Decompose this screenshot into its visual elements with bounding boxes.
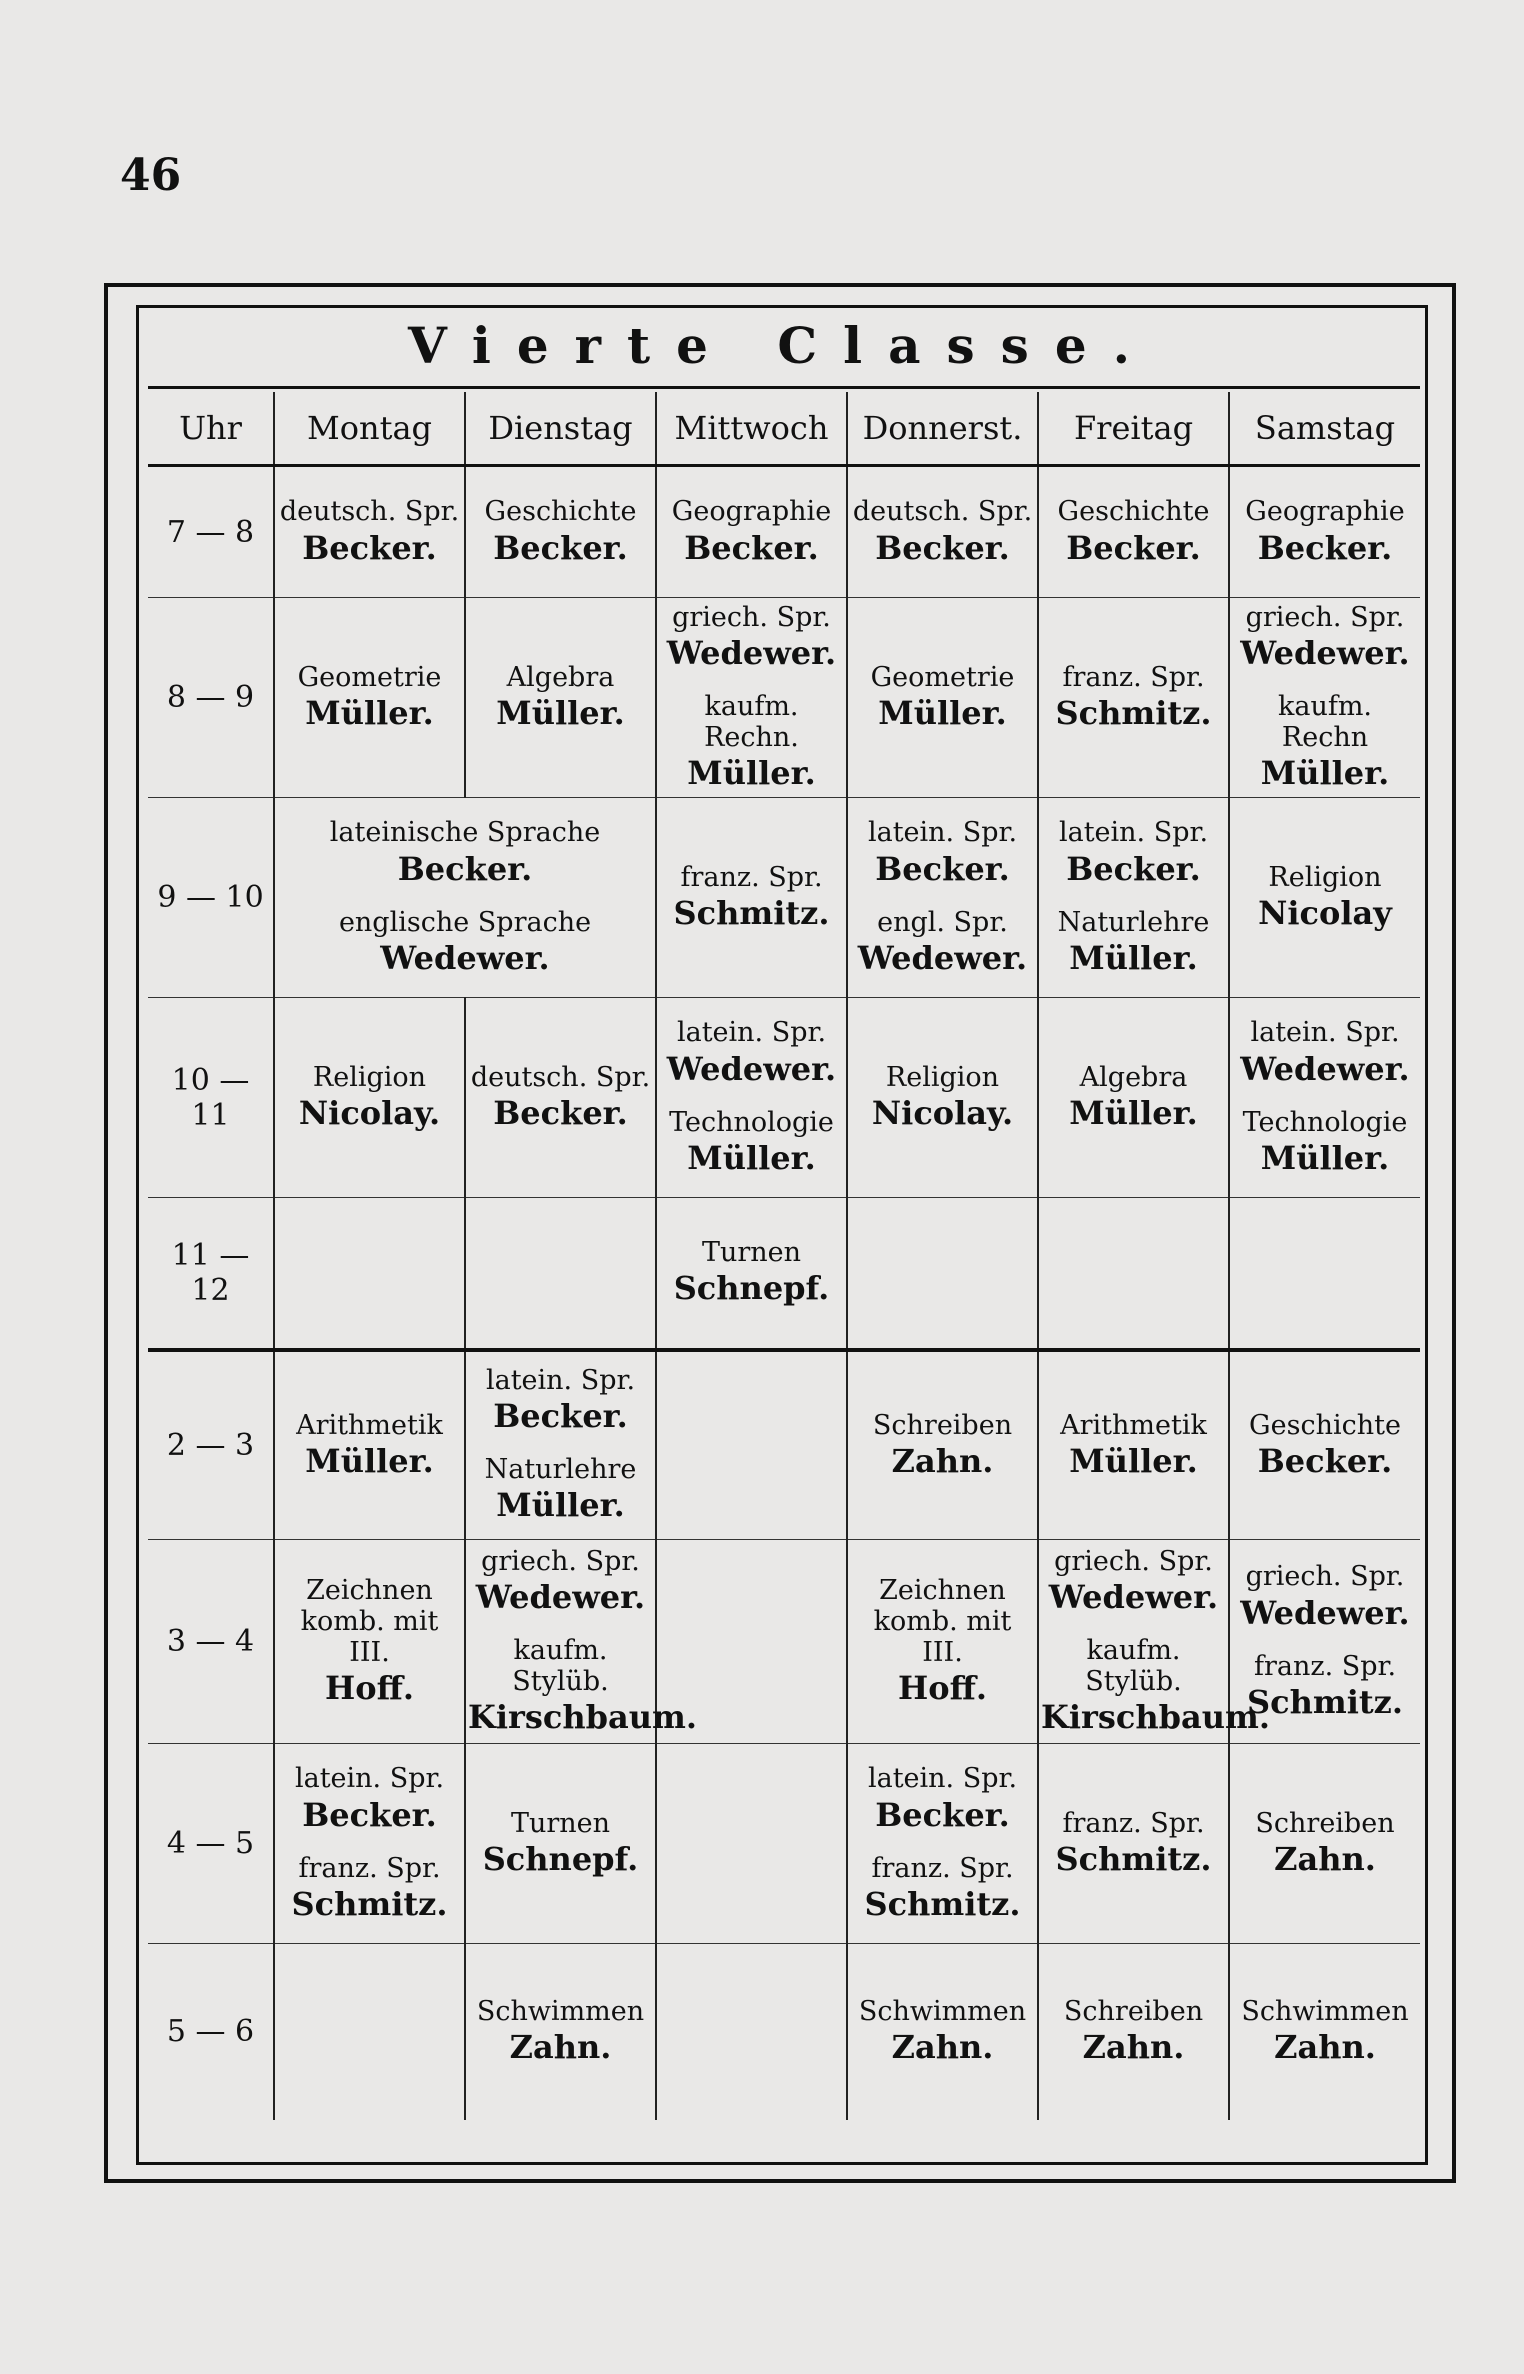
teacher-name: Becker.	[875, 1795, 1010, 1834]
subject-label: kaufm. Rechn	[1277, 690, 1373, 754]
lesson-cell	[656, 598, 847, 798]
subject-label: griech. Spr.	[672, 601, 831, 633]
hour-cell: 9 — 10	[148, 798, 274, 998]
col-header-wednesday: Mittwoch	[656, 392, 847, 466]
col-header-monday: Montag	[274, 392, 465, 466]
lesson-cell	[465, 1350, 656, 1540]
entry-gap	[468, 1617, 653, 1635]
hour-cell: 3 — 4	[148, 1540, 274, 1744]
entry-gap	[1041, 1617, 1226, 1635]
teacher-name: Wedewer.	[1240, 1593, 1410, 1632]
subject-label: kaufm. Rechn.	[704, 690, 799, 754]
subject-label: latein. Spr.	[867, 817, 1018, 849]
subject-label: franz. Spr.	[1253, 1650, 1397, 1682]
teacher-name: Becker.	[302, 528, 437, 567]
subject-label: englische Sprache	[338, 906, 592, 938]
entry-gap	[1041, 889, 1226, 907]
teacher-name: Nicolay	[1258, 894, 1392, 933]
teacher-name: Müller.	[305, 1441, 434, 1480]
lesson-cell	[1229, 998, 1420, 1198]
lesson-cell	[656, 466, 847, 598]
teacher-name: Müller.	[305, 694, 434, 733]
subject-note: komb. mit III.	[300, 1605, 439, 1669]
col-header-hour: Uhr	[148, 392, 274, 466]
subject-label: griech. Spr.	[1054, 1545, 1213, 1577]
subject-label: deutsch. Spr.	[279, 496, 460, 528]
hour-cell: 11 — 12	[148, 1198, 274, 1350]
teacher-name: Wedewer.	[1240, 633, 1410, 672]
schedule-row	[148, 998, 1420, 1198]
lesson-cell	[1038, 1350, 1229, 1540]
subject-label: Zeichnen	[879, 1574, 1006, 1606]
teacher-name: Nicolay.	[871, 1094, 1014, 1133]
teacher-name: Müller.	[1069, 1441, 1198, 1480]
hour-cell: 5 — 6	[148, 1944, 274, 2120]
teacher-name: Becker.	[1257, 528, 1393, 567]
subject-label: Schwimmen	[1241, 1996, 1409, 2028]
entry-gap	[850, 1835, 1035, 1853]
subject-label: franz. Spr.	[1062, 1807, 1205, 1839]
entry-gap	[277, 889, 653, 907]
subject-label: Schreiben	[1063, 1996, 1204, 2028]
subject-label: Geometrie	[870, 661, 1015, 693]
teacher-name: Schmitz.	[864, 1884, 1021, 1923]
subject-label: franz. Spr.	[680, 861, 823, 893]
title-rule	[148, 386, 1420, 389]
entry-gap	[659, 673, 844, 691]
teacher-name: Becker.	[493, 528, 628, 567]
schedule-row	[148, 1350, 1420, 1540]
teacher-name: Wedewer.	[1048, 1577, 1219, 1616]
lesson-cell	[1229, 466, 1420, 598]
teacher-name: Zahn.	[891, 2028, 994, 2067]
teacher-name: Becker.	[875, 849, 1010, 888]
lesson-cell	[274, 1744, 465, 1944]
subject-label: lateinische Sprache	[329, 817, 601, 849]
subject-label: deutsch. Spr.	[852, 496, 1033, 528]
subject-label: latein. Spr.	[867, 1763, 1018, 1795]
subject-label: latein. Spr.	[676, 1017, 827, 1049]
page-number: 46	[120, 150, 182, 201]
lesson-cell	[274, 1944, 465, 2120]
subject-label: Geometrie	[297, 661, 442, 693]
teacher-name: Becker.	[684, 528, 819, 567]
hour-cell: 7 — 8	[148, 466, 274, 598]
lesson-cell	[1038, 466, 1229, 598]
lesson-cell	[656, 1350, 847, 1540]
teacher-name: Wedewer.	[666, 633, 837, 672]
lesson-cell	[1038, 798, 1229, 998]
lesson-cell	[656, 998, 847, 1198]
subject-label: Naturlehre	[1057, 906, 1210, 938]
teacher-name: Schnepf.	[482, 1840, 639, 1879]
teacher-name: Müller.	[1260, 754, 1390, 793]
teacher-name: Zahn.	[1274, 1840, 1376, 1879]
lesson-cell	[656, 1744, 847, 1944]
schedule-row	[148, 1540, 1420, 1744]
lesson-cell	[1038, 1944, 1229, 2120]
lesson-cell	[274, 1198, 465, 1350]
subject-label: Geographie	[1245, 496, 1405, 528]
hour-cell: 2 — 3	[148, 1350, 274, 1540]
schedule-row	[148, 1944, 1420, 2120]
entry-gap	[659, 1089, 844, 1107]
teacher-name: Schmitz.	[1055, 1840, 1212, 1879]
subject-label: latein. Spr.	[1058, 817, 1209, 849]
col-header-saturday: Samstag	[1229, 392, 1420, 466]
lesson-cell	[1038, 1744, 1229, 1944]
subject-label: franz. Spr.	[871, 1852, 1014, 1884]
lesson-cell	[847, 1944, 1038, 2120]
lesson-cell	[274, 466, 465, 598]
lesson-cell	[847, 798, 1038, 998]
subject-label: Geschichte	[1057, 496, 1210, 528]
lesson-cell	[274, 798, 656, 998]
entry-gap	[468, 1436, 653, 1454]
teacher-name: Becker.	[1257, 1441, 1393, 1480]
lesson-cell	[847, 598, 1038, 798]
hour-cell: 4 — 5	[148, 1744, 274, 1944]
teacher-name: Wedewer.	[475, 1577, 646, 1616]
lesson-cell	[465, 1198, 656, 1350]
teacher-name: Müller.	[687, 1138, 816, 1177]
teacher-name: Becker.	[493, 1397, 628, 1436]
lesson-cell	[656, 1944, 847, 2120]
schedule-row	[148, 1198, 1420, 1350]
teacher-name: Zahn.	[509, 2028, 612, 2067]
lesson-cell	[1229, 1744, 1420, 1944]
teacher-name: Wedewer.	[380, 938, 550, 977]
subject-label: Geschichte	[1249, 1409, 1401, 1441]
lesson-cell	[465, 1744, 656, 1944]
teacher-name: Kirschbaum.	[468, 1698, 697, 1737]
entry-gap	[1232, 673, 1418, 691]
teacher-name: Wedewer.	[666, 1049, 837, 1088]
subject-label: Arithmetik	[1060, 1409, 1207, 1441]
lesson-cell	[1038, 998, 1229, 1198]
hour-cell: 8 — 9	[148, 598, 274, 798]
teacher-name: Becker.	[875, 528, 1010, 567]
schedule-row	[148, 798, 1420, 998]
schedule-row	[148, 1744, 1420, 1944]
hour-cell: 10 — 11	[148, 998, 274, 1198]
lesson-cell	[847, 1744, 1038, 1944]
entry-gap	[277, 1835, 462, 1853]
lesson-cell	[847, 1540, 1038, 1744]
lesson-cell	[1038, 598, 1229, 798]
subject-label: Technologie	[1242, 1106, 1408, 1138]
teacher-name: Becker.	[302, 1795, 437, 1834]
subject-label: Geographie	[671, 496, 832, 528]
lesson-cell	[1229, 798, 1420, 998]
subject-label: Religion	[885, 1061, 1000, 1093]
lesson-cell	[465, 1944, 656, 2120]
lesson-cell	[1229, 1540, 1420, 1744]
subject-label: engl. Spr.	[877, 906, 1008, 938]
subject-label: Algebra	[506, 661, 615, 693]
subject-label: griech. Spr.	[481, 1545, 640, 1577]
subject-label: franz. Spr.	[1062, 661, 1205, 693]
teacher-name: Becker.	[397, 849, 533, 888]
lesson-cell	[1038, 1198, 1229, 1350]
subject-label: latein. Spr.	[1250, 1017, 1400, 1049]
teacher-name: Becker.	[1066, 849, 1201, 888]
subject-label: latein. Spr.	[485, 1365, 636, 1397]
teacher-name: Schmitz.	[1247, 1682, 1403, 1721]
teacher-name: Hoff.	[898, 1669, 987, 1708]
entry-gap	[850, 889, 1035, 907]
subject-label: deutsch. Spr.	[470, 1061, 651, 1093]
teacher-name: Müller.	[1260, 1138, 1390, 1177]
schedule-row	[148, 598, 1420, 798]
subject-label: Arithmetik	[296, 1409, 443, 1441]
lesson-cell	[274, 598, 465, 798]
teacher-name: Zahn.	[1274, 2028, 1376, 2067]
teacher-name: Becker.	[493, 1094, 628, 1133]
entry-gap	[1232, 1089, 1418, 1107]
lesson-cell	[465, 466, 656, 598]
lesson-cell	[847, 1198, 1038, 1350]
teacher-name: Müller.	[496, 694, 625, 733]
header-row	[148, 392, 1420, 466]
teacher-name: Schnepf.	[673, 1269, 830, 1308]
subject-note: komb. mit III.	[873, 1605, 1012, 1669]
col-header-friday: Freitag	[1038, 392, 1229, 466]
subject-label: griech. Spr.	[1245, 601, 1405, 633]
subject-label: Geschichte	[484, 496, 637, 528]
subject-label: franz. Spr.	[298, 1852, 441, 1884]
subject-label: kaufm. Stylüb.	[1085, 1634, 1182, 1698]
subject-label: Technologie	[669, 1106, 834, 1138]
teacher-name: Schmitz.	[1055, 694, 1212, 733]
teacher-name: Müller.	[496, 1486, 625, 1525]
lesson-cell	[274, 1540, 465, 1744]
teacher-name: Schmitz.	[673, 894, 830, 933]
subject-label: griech. Spr.	[1245, 1561, 1405, 1593]
col-header-thursday: Donnerst.	[847, 392, 1038, 466]
subject-label: Schwimmen	[476, 1996, 645, 2028]
subject-label: Religion	[1268, 861, 1382, 893]
entry-gap	[1232, 1633, 1418, 1651]
teacher-name: Wedewer.	[857, 938, 1028, 977]
schedule-row	[148, 466, 1420, 598]
lesson-cell	[1229, 1944, 1420, 2120]
subject-label: kaufm. Stylüb.	[512, 1634, 609, 1698]
teacher-name: Becker.	[1066, 528, 1201, 567]
subject-label: Zeichnen	[306, 1574, 433, 1606]
col-header-tuesday: Dienstag	[465, 392, 656, 466]
teacher-name: Hoff.	[325, 1669, 414, 1708]
lesson-cell	[847, 998, 1038, 1198]
schedule-table	[148, 392, 1420, 2120]
subject-label: Naturlehre	[484, 1454, 637, 1486]
teacher-name: Müller.	[687, 754, 816, 793]
teacher-name: Müller.	[1069, 938, 1198, 977]
teacher-name: Müller.	[878, 694, 1007, 733]
teacher-name: Kirschbaum.	[1041, 1698, 1270, 1737]
teacher-name: Zahn.	[891, 1441, 994, 1480]
lesson-cell	[274, 998, 465, 1198]
lesson-cell	[847, 466, 1038, 598]
subject-label: Turnen	[701, 1237, 802, 1269]
subject-label: Schreiben	[872, 1409, 1013, 1441]
lesson-cell	[465, 998, 656, 1198]
lesson-cell	[1229, 1350, 1420, 1540]
lesson-cell	[465, 1540, 697, 1744]
lesson-cell	[1229, 1198, 1420, 1350]
subject-label: latein. Spr.	[294, 1763, 445, 1795]
teacher-name: Nicolay.	[298, 1094, 441, 1133]
teacher-name: Wedewer.	[1240, 1049, 1410, 1088]
lesson-cell	[847, 1350, 1038, 1540]
subject-label: Schreiben	[1255, 1807, 1395, 1839]
schedule-body	[148, 466, 1420, 2120]
lesson-cell	[1229, 598, 1420, 798]
subject-label: Turnen	[510, 1807, 611, 1839]
subject-label: Schwimmen	[858, 1996, 1027, 2028]
lesson-cell	[656, 798, 847, 998]
teacher-name: Zahn.	[1082, 2028, 1185, 2067]
subject-label: Algebra	[1079, 1061, 1188, 1093]
lesson-cell	[656, 1198, 847, 1350]
teacher-name: Schmitz.	[291, 1884, 448, 1923]
lesson-cell	[274, 1350, 465, 1540]
lesson-cell	[1038, 1540, 1270, 1744]
teacher-name: Müller.	[1069, 1094, 1198, 1133]
subject-label: Religion	[312, 1061, 427, 1093]
lesson-cell	[465, 598, 656, 798]
table-title: Vierte Classe.	[407, 316, 1157, 375]
